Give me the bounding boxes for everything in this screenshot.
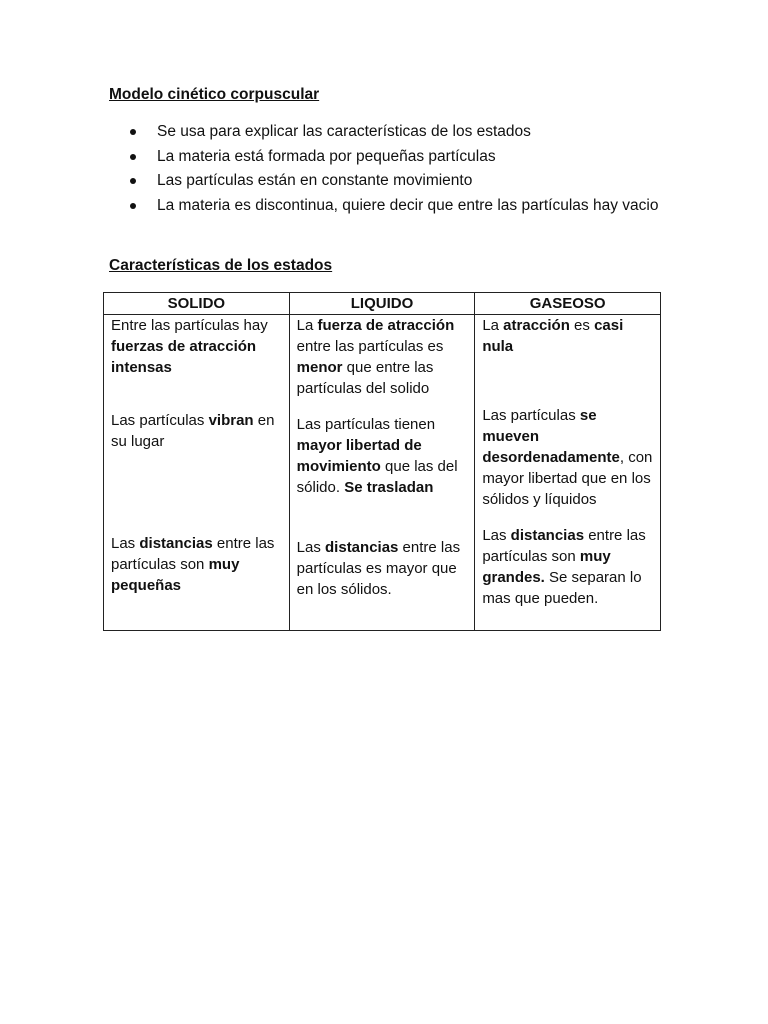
text-run: , con mayor libertad que en los sólidos y líquidos xyxy=(482,449,653,508)
liquido-distance xyxy=(297,537,468,600)
page-title: Modelo cinético corpuscular xyxy=(109,86,320,103)
text-run: entre las partículas es mayor que en los sólidos. xyxy=(296,539,461,598)
text-run-bold: fuerza de atracción xyxy=(317,317,455,334)
list-item xyxy=(130,120,690,145)
gaseoso-attraction xyxy=(482,315,653,357)
text-run: Las xyxy=(482,527,511,544)
list-item xyxy=(130,169,690,194)
text-run: entre las partículas es xyxy=(296,338,444,355)
text-run-bold: atracción xyxy=(503,317,570,334)
column-header-solido: SOLIDO xyxy=(104,293,290,315)
bullet-icon xyxy=(130,129,136,135)
liquido-attraction xyxy=(297,315,468,399)
list-item-text: La materia está formada por pequeñas partículas xyxy=(157,147,496,165)
text-run: Entre las partículas hay xyxy=(111,317,268,334)
column-header-gaseoso: GASEOSO xyxy=(475,293,661,315)
text-run-bold: casi nula xyxy=(482,317,624,355)
text-run: en su lugar xyxy=(111,412,275,450)
cell-solido xyxy=(104,315,290,631)
text-run: que entre las partículas del solido xyxy=(296,359,434,397)
text-run: Se separan lo mas que pueden. xyxy=(482,569,642,607)
cell-gaseoso xyxy=(475,315,661,631)
gaseoso-movement xyxy=(482,405,653,510)
text-run-bold: muy grandes. xyxy=(482,548,611,586)
text-run-bold: se mueven desordenadamente xyxy=(482,407,620,466)
solido-distance xyxy=(111,533,282,596)
states-table xyxy=(103,292,661,631)
bullet-icon xyxy=(130,203,136,209)
text-run: Las partículas xyxy=(482,407,580,424)
text-run: La xyxy=(296,317,318,334)
text-run-bold: Se trasladan xyxy=(344,479,434,496)
bullet-icon xyxy=(130,154,136,160)
liquido-movement xyxy=(297,414,468,498)
list-item-text: Se usa para explicar las características de los estados xyxy=(157,123,531,140)
column-header-liquido: LIQUIDO xyxy=(289,293,475,315)
text-run-bold: vibran xyxy=(208,412,254,429)
text-run-bold: distancias xyxy=(325,539,399,556)
text-run: Las partículas tienen xyxy=(296,416,436,433)
list-item-text: Las partículas están en constante movimiento xyxy=(157,172,473,189)
text-run: Las xyxy=(296,539,326,556)
bullet-icon xyxy=(130,178,136,184)
table-row xyxy=(104,315,661,631)
section-title: Características de los estados xyxy=(109,257,333,274)
solido-attraction xyxy=(111,315,282,378)
list-item-text: La materia es discontinua, quiere decir que entre las partículas hay vacio xyxy=(157,196,659,214)
text-run-bold: menor xyxy=(296,359,343,376)
list-item xyxy=(130,194,690,219)
text-run: que las del sólido. xyxy=(296,458,458,496)
text-run-bold: mayor libertad de movimiento xyxy=(296,437,422,475)
text-run-bold: distancias xyxy=(510,527,585,544)
table-header-row xyxy=(104,293,661,315)
text-run-bold: fuerzas de atracción intensas xyxy=(111,338,257,376)
text-run: es xyxy=(569,317,595,334)
bullet-list xyxy=(130,120,690,218)
list-item xyxy=(130,145,690,170)
cell-liquido xyxy=(289,315,475,631)
text-run: La xyxy=(482,317,504,334)
text-run: Las partículas xyxy=(111,412,209,429)
text-run: entre las partículas son xyxy=(111,535,275,573)
text-run-bold: muy pequeñas xyxy=(111,556,240,594)
gaseoso-distance xyxy=(482,525,653,609)
text-run-bold: distancias xyxy=(139,535,213,552)
text-run: entre las partículas son xyxy=(482,527,646,565)
text-run: Las xyxy=(111,535,140,552)
solido-movement xyxy=(111,410,282,452)
